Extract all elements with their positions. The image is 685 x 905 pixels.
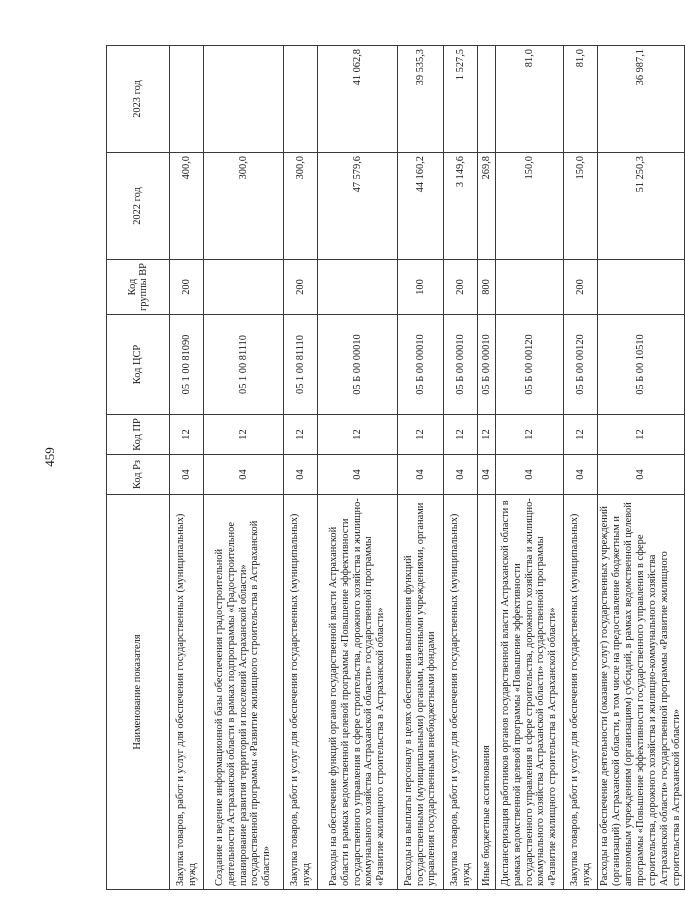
row-2023: 1 527,5 (444, 46, 478, 153)
header-2023: 2023 год (107, 46, 170, 153)
row-2022: 400,0 (170, 153, 204, 260)
row-vr: 200 (170, 260, 204, 315)
row-pr: 12 (398, 415, 444, 455)
table-row (496, 46, 564, 890)
table-row (284, 46, 318, 890)
row-vr: 100 (398, 260, 444, 315)
row-name: Закупка товаров, работ и услуг для обеспечения государственных (муниципальных) нужд (564, 495, 598, 890)
page-number: 459 (42, 447, 57, 467)
rotated-table-container (106, 46, 682, 890)
row-csr: 05 Б 00 00010 (444, 315, 478, 415)
row-csr: 05 Б 00 00120 (564, 315, 598, 415)
row-pr: 12 (496, 415, 564, 455)
row-rz: 04 (398, 455, 444, 495)
row-vr: 800 (478, 260, 496, 315)
row-2023 (204, 46, 284, 153)
table-row (444, 46, 478, 890)
row-vr (204, 260, 284, 315)
row-pr: 12 (318, 415, 398, 455)
row-csr: 05 Б 00 10510 (598, 315, 685, 415)
row-name: Расходы на обеспечение деятельности (оказание услуг) государственных учреждений (организаций) Астраханской области, в том числе на предоставление бюджетным и автономным учреждениям (организациям) субсидий, в рамках ведомственной целевой программы «Повышение эффективности государственного управления в сфере строительства, дорожного хозяйства и жилищно-коммунального хозяйства Астраханской области» государственной программы «Развитие жилищного строительства в Астраханской области» (598, 495, 685, 890)
header-pr: Код ПР (107, 415, 170, 455)
row-pr: 12 (284, 415, 318, 455)
row-2023 (170, 46, 204, 153)
table-row (564, 46, 598, 890)
header-rz: Код Рз (107, 455, 170, 495)
budget-table-wrapper (106, 46, 682, 890)
row-rz: 04 (318, 455, 398, 495)
row-2022: 150,0 (564, 153, 598, 260)
row-rz: 04 (444, 455, 478, 495)
row-pr: 12 (564, 415, 598, 455)
row-rz: 04 (170, 455, 204, 495)
table-row (478, 46, 496, 890)
row-2023: 36 987,1 (598, 46, 685, 153)
row-name: Закупка товаров, работ и услуг для обеспечения государственных (муниципальных) нужд (284, 495, 318, 890)
row-csr: 05 1 00 81090 (170, 315, 204, 415)
row-2023: 81,0 (496, 46, 564, 153)
row-csr: 05 1 00 81110 (204, 315, 284, 415)
row-2022: 300,0 (204, 153, 284, 260)
row-name: Закупка товаров, работ и услуг для обеспечения государственных (муниципальных) нужд (444, 495, 478, 890)
header-vr: Код группы ВР (107, 260, 170, 315)
row-2023: 81,0 (564, 46, 598, 153)
row-2022: 51 250,3 (598, 153, 685, 260)
row-name: Расходы на выплаты персоналу в целях обеспечения выполнения функций государственными (муниципальными) органами, казенными учреждениями, органами управления государственными внебюджетными фондами (398, 495, 444, 890)
row-2022: 47 579,6 (318, 153, 398, 260)
row-vr (318, 260, 398, 315)
row-rz: 04 (478, 455, 496, 495)
row-pr: 12 (444, 415, 478, 455)
row-2022: 300,0 (284, 153, 318, 260)
row-rz: 04 (204, 455, 284, 495)
table-row (598, 46, 685, 890)
table-row (170, 46, 204, 890)
row-csr: 05 Б 00 00010 (478, 315, 496, 415)
row-csr: 05 Б 00 00010 (318, 315, 398, 415)
row-vr (496, 260, 564, 315)
table-row (318, 46, 398, 890)
row-pr: 12 (598, 415, 685, 455)
row-name: Иные бюджетные ассигнования (478, 495, 496, 890)
row-2023: 41 062,8 (318, 46, 398, 153)
table-header-row (107, 46, 170, 890)
header-csr: Код ЦСР (107, 315, 170, 415)
row-2022: 150,0 (496, 153, 564, 260)
row-vr: 200 (444, 260, 478, 315)
row-2023 (478, 46, 496, 153)
row-pr: 12 (204, 415, 284, 455)
header-2022: 2022 год (107, 153, 170, 260)
row-name: Создание и ведение информационной базы обеспечения градостроительной деятельности Астраханской области в рамках подпрограммы «Градостроительное планирование развития территорий и поселений Астраханской области» государственной программы «Развитие жилищного строительства в Астраханской области» (204, 495, 284, 890)
row-csr: 05 1 00 81110 (284, 315, 318, 415)
row-2022: 3 149,6 (444, 153, 478, 260)
row-rz: 04 (564, 455, 598, 495)
row-name: Расходы на обеспечение функций органов государственной власти Астраханской области в рамках ведомственной целевой программы «Повышение эффективности государственного управления в сфере строительства, дорожного хозяйства и жилищно-коммунального хозяйства Астраханской области» государственной программы «Развитие жилищного строительства в Астраханской области» (318, 495, 398, 890)
row-2022: 44 160,2 (398, 153, 444, 260)
row-2023 (284, 46, 318, 153)
row-rz: 04 (284, 455, 318, 495)
header-name: Наименование показателя (107, 495, 170, 890)
row-rz: 04 (598, 455, 685, 495)
row-vr (598, 260, 685, 315)
row-vr: 200 (284, 260, 318, 315)
row-pr: 12 (478, 415, 496, 455)
row-rz: 04 (496, 455, 564, 495)
table-row (398, 46, 444, 890)
row-pr: 12 (170, 415, 204, 455)
row-csr: 05 Б 00 00120 (496, 315, 564, 415)
row-2022: 269,8 (478, 153, 496, 260)
budget-table (106, 45, 685, 890)
row-name: Закупка товаров, работ и услуг для обеспечения государственных (муниципальных) нужд (170, 495, 204, 890)
row-name: Диспансеризация работников органов государственной власти Астраханской области в рамках ведомственной целевой программы «Повышение эффективности государственного управления в сфере строительства, дорожного хозяйства и жилищно-коммунального хозяйства Астраханской области» государственной программы «Развитие жилищного строительства в Астраханской области» (496, 495, 564, 890)
row-2023: 39 535,3 (398, 46, 444, 153)
row-csr: 05 Б 00 00010 (398, 315, 444, 415)
table-row (204, 46, 284, 890)
row-vr: 200 (564, 260, 598, 315)
